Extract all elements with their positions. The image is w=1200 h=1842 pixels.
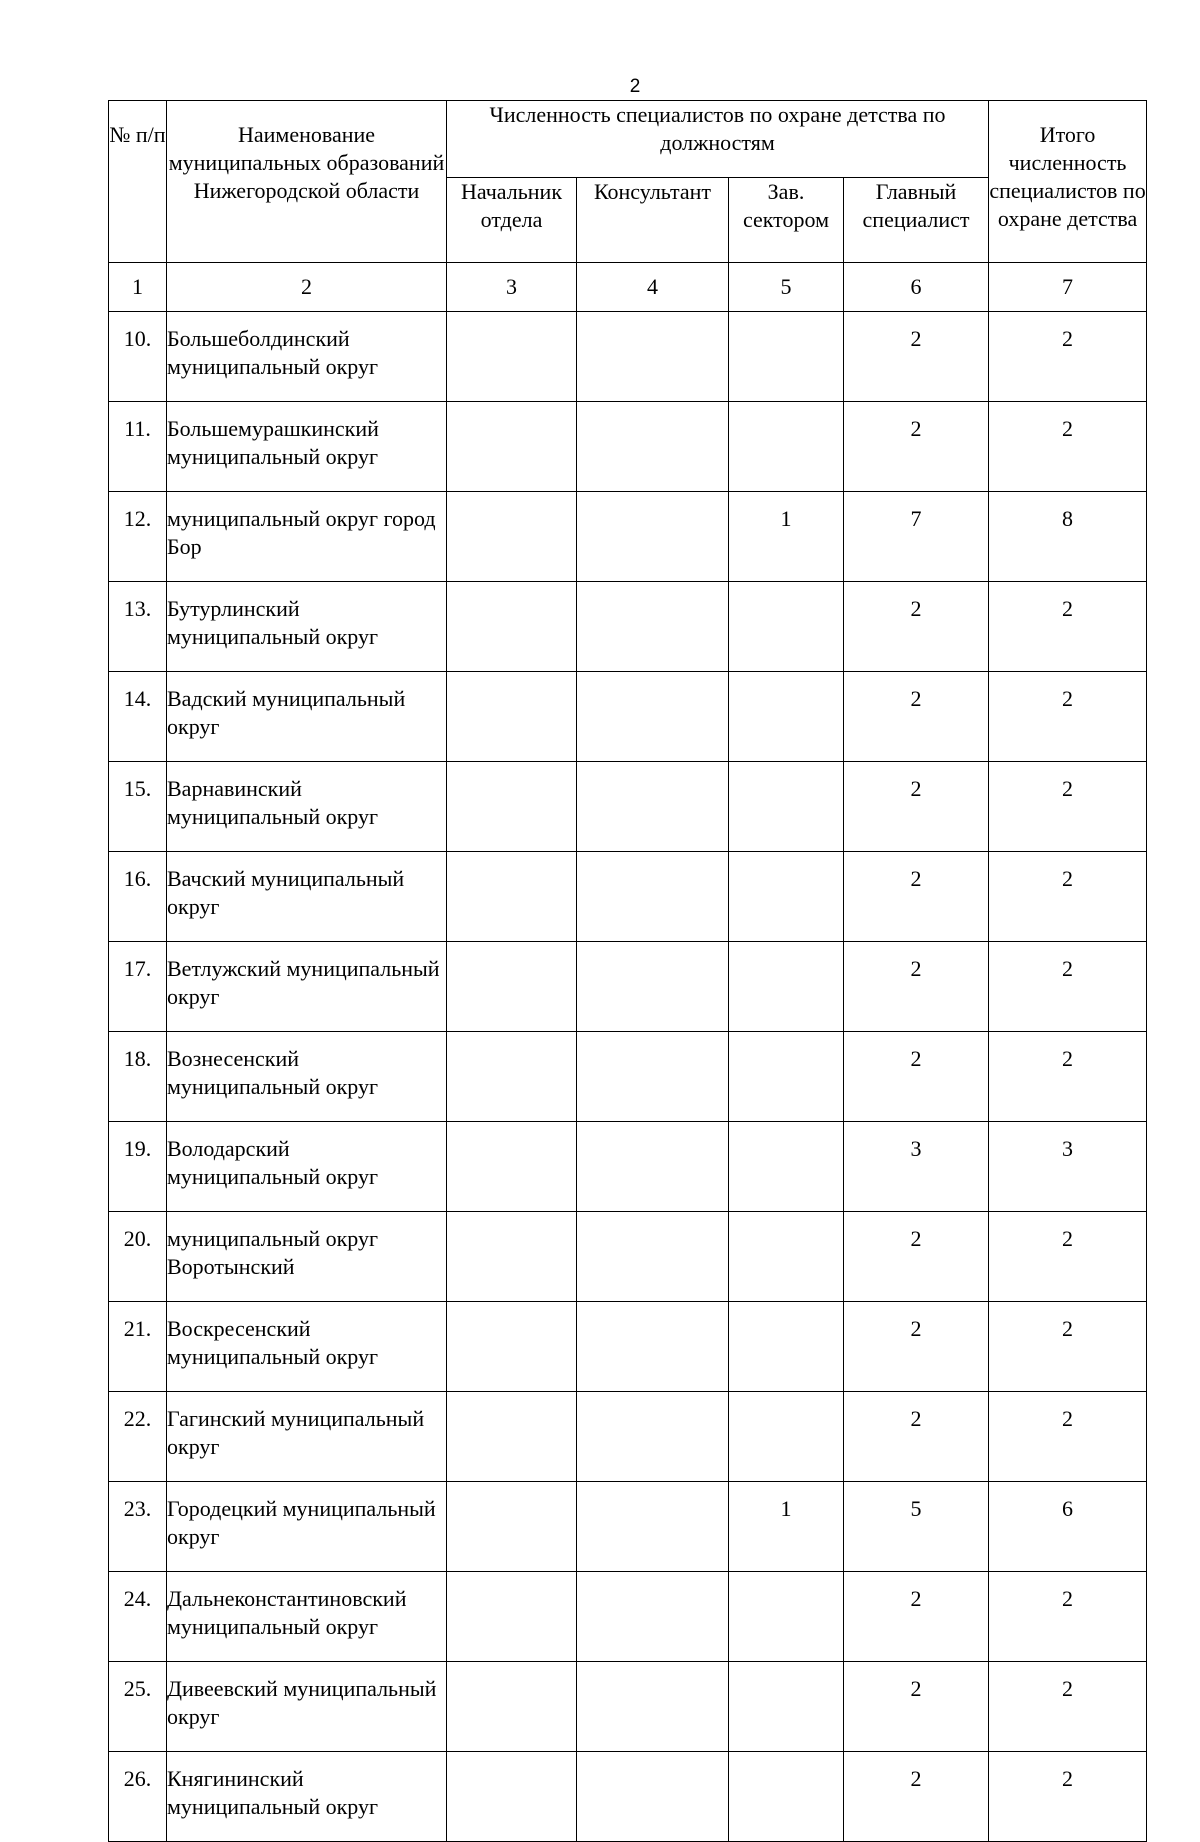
consultant-cell [577, 402, 729, 492]
municipality-name-cell: Варнавинский муниципальный округ [167, 762, 447, 852]
row-number-cell: 26. [109, 1752, 167, 1842]
chief-specialist-cell: 7 [844, 492, 989, 582]
table-row [109, 582, 1147, 672]
head-department-cell [447, 1302, 577, 1392]
consultant-cell [577, 1302, 729, 1392]
chief-specialist-cell: 2 [844, 852, 989, 942]
head-department-cell [447, 582, 577, 672]
total-cell: 2 [989, 762, 1147, 852]
head-department-cell [447, 1212, 577, 1302]
table-row [109, 1752, 1147, 1842]
head-sector-cell [729, 582, 844, 672]
total-cell: 2 [989, 852, 1147, 942]
total-cell: 2 [989, 1572, 1147, 1662]
column-index-cell: 7 [989, 263, 1147, 312]
head-department-cell [447, 1392, 577, 1482]
municipality-name-cell: Дивеевский муниципальный округ [167, 1662, 447, 1752]
chief-specialist-cell: 2 [844, 762, 989, 852]
row-number-cell: 16. [109, 852, 167, 942]
municipality-name-cell: Большемурашкинский муниципальный округ [167, 402, 447, 492]
municipality-name-cell: Большеболдинский муниципальный округ [167, 312, 447, 402]
municipality-name-cell: Дальнеконстантиновский муниципальный округ [167, 1572, 447, 1662]
row-number-cell: 23. [109, 1482, 167, 1572]
head-sector-cell [729, 1302, 844, 1392]
consultant-cell [577, 1122, 729, 1212]
row-number-cell: 13. [109, 582, 167, 672]
row-number-cell: 24. [109, 1572, 167, 1662]
page-number: 2 [629, 76, 641, 97]
table-row [109, 1392, 1147, 1482]
head-sector-cell [729, 402, 844, 492]
column-index-cell: 3 [447, 263, 577, 312]
row-number-cell: 25. [109, 1662, 167, 1752]
consultant-cell [577, 1032, 729, 1122]
municipality-name-cell: Володарский муниципальный округ [167, 1122, 447, 1212]
chief-specialist-cell: 3 [844, 1122, 989, 1212]
head-department-cell [447, 312, 577, 402]
header-municipality-name: Наименование муниципальных образований Нижегородской области [167, 101, 447, 263]
consultant-cell [577, 1212, 729, 1302]
chief-specialist-cell: 2 [844, 1572, 989, 1662]
table-row [109, 1032, 1147, 1122]
table-row [109, 1122, 1147, 1212]
column-index-cell: 4 [577, 263, 729, 312]
municipality-name-cell: Воскресенский муниципальный округ [167, 1302, 447, 1392]
municipality-name-cell: Бутурлинский муниципальный округ [167, 582, 447, 672]
total-cell: 8 [989, 492, 1147, 582]
header-number: № п/п [109, 101, 167, 263]
header-total: Итого численность специалистов по охране детства [989, 101, 1147, 263]
chief-specialist-cell: 2 [844, 582, 989, 672]
total-cell: 3 [989, 1122, 1147, 1212]
specialists-table [108, 100, 1147, 1842]
head-department-cell [447, 672, 577, 762]
head-sector-cell [729, 1752, 844, 1842]
head-department-cell [447, 1032, 577, 1122]
head-sector-cell [729, 942, 844, 1032]
table-row [109, 402, 1147, 492]
header-consultant: Консультант [577, 178, 729, 263]
head-sector-cell [729, 852, 844, 942]
head-department-cell [447, 1122, 577, 1212]
consultant-cell [577, 1392, 729, 1482]
head-sector-cell: 1 [729, 1482, 844, 1572]
row-number-cell: 15. [109, 762, 167, 852]
header-head-sector: Зав. сектором [729, 178, 844, 263]
row-number-cell: 22. [109, 1392, 167, 1482]
total-cell: 2 [989, 1662, 1147, 1752]
table-row [109, 1302, 1147, 1392]
head-department-cell [447, 942, 577, 1032]
chief-specialist-cell: 2 [844, 1302, 989, 1392]
table-row [109, 672, 1147, 762]
municipality-name-cell: Княгининский муниципальный округ [167, 1752, 447, 1842]
consultant-cell [577, 1482, 729, 1572]
chief-specialist-cell: 2 [844, 942, 989, 1032]
chief-specialist-cell: 2 [844, 1392, 989, 1482]
column-index-cell: 2 [167, 263, 447, 312]
table-row [109, 1662, 1147, 1752]
head-department-cell [447, 1482, 577, 1572]
chief-specialist-cell: 2 [844, 1752, 989, 1842]
head-sector-cell [729, 1662, 844, 1752]
row-number-cell: 14. [109, 672, 167, 762]
chief-specialist-cell: 5 [844, 1482, 989, 1572]
consultant-cell [577, 312, 729, 402]
municipality-name-cell: Вачский муниципальный округ [167, 852, 447, 942]
head-department-cell [447, 402, 577, 492]
total-cell: 2 [989, 312, 1147, 402]
chief-specialist-cell: 2 [844, 1662, 989, 1752]
total-cell: 2 [989, 1032, 1147, 1122]
chief-specialist-cell: 2 [844, 1032, 989, 1122]
total-cell: 2 [989, 942, 1147, 1032]
table-row [109, 852, 1147, 942]
municipality-name-cell: Вознесенский муниципальный округ [167, 1032, 447, 1122]
table-row [109, 1212, 1147, 1302]
head-department-cell [447, 762, 577, 852]
consultant-cell [577, 492, 729, 582]
row-number-cell: 19. [109, 1122, 167, 1212]
head-department-cell [447, 1662, 577, 1752]
chief-specialist-cell: 2 [844, 672, 989, 762]
header-head-department: Начальник отдела [447, 178, 577, 263]
row-number-cell: 12. [109, 492, 167, 582]
municipality-name-cell: Городецкий муниципальный округ [167, 1482, 447, 1572]
column-index-cell: 1 [109, 263, 167, 312]
head-sector-cell: 1 [729, 492, 844, 582]
column-index-row [109, 263, 1147, 312]
chief-specialist-cell: 2 [844, 402, 989, 492]
header-positions-group: Численность специалистов по охране детства по должностям [447, 101, 989, 178]
row-number-cell: 17. [109, 942, 167, 1032]
chief-specialist-cell: 2 [844, 1212, 989, 1302]
table-row [109, 312, 1147, 402]
row-number-cell: 10. [109, 312, 167, 402]
head-department-cell [447, 1752, 577, 1842]
municipality-name-cell: муниципальный округ город Бор [167, 492, 447, 582]
total-cell: 2 [989, 1302, 1147, 1392]
consultant-cell [577, 762, 729, 852]
row-number-cell: 11. [109, 402, 167, 492]
table-row [109, 762, 1147, 852]
consultant-cell [577, 942, 729, 1032]
column-index-cell: 5 [729, 263, 844, 312]
header-row-main [109, 101, 1147, 178]
header-chief-specialist: Главный специалист [844, 178, 989, 263]
total-cell: 2 [989, 402, 1147, 492]
head-department-cell [447, 492, 577, 582]
consultant-cell [577, 1572, 729, 1662]
consultant-cell [577, 582, 729, 672]
row-number-cell: 20. [109, 1212, 167, 1302]
head-sector-cell [729, 312, 844, 402]
municipality-name-cell: муниципальный округ Воротынский [167, 1212, 447, 1302]
municipality-name-cell: Гагинский муниципальный округ [167, 1392, 447, 1482]
total-cell: 6 [989, 1482, 1147, 1572]
total-cell: 2 [989, 582, 1147, 672]
total-cell: 2 [989, 1392, 1147, 1482]
head-sector-cell [729, 1032, 844, 1122]
head-sector-cell [729, 1392, 844, 1482]
head-department-cell [447, 852, 577, 942]
table-row [109, 1572, 1147, 1662]
total-cell: 2 [989, 1212, 1147, 1302]
table-row [109, 1482, 1147, 1572]
municipality-name-cell: Вадский муниципальный округ [167, 672, 447, 762]
table-row [109, 492, 1147, 582]
head-sector-cell [729, 1572, 844, 1662]
consultant-cell [577, 672, 729, 762]
column-index-cell: 6 [844, 263, 989, 312]
total-cell: 2 [989, 672, 1147, 762]
head-sector-cell [729, 672, 844, 762]
row-number-cell: 21. [109, 1302, 167, 1392]
head-department-cell [447, 1572, 577, 1662]
head-sector-cell [729, 1212, 844, 1302]
consultant-cell [577, 852, 729, 942]
consultant-cell [577, 1662, 729, 1752]
consultant-cell [577, 1752, 729, 1842]
chief-specialist-cell: 2 [844, 312, 989, 402]
head-sector-cell [729, 762, 844, 852]
total-cell: 2 [989, 1752, 1147, 1842]
municipality-name-cell: Ветлужский муниципальный округ [167, 942, 447, 1032]
row-number-cell: 18. [109, 1032, 167, 1122]
head-sector-cell [729, 1122, 844, 1212]
table-row [109, 942, 1147, 1032]
